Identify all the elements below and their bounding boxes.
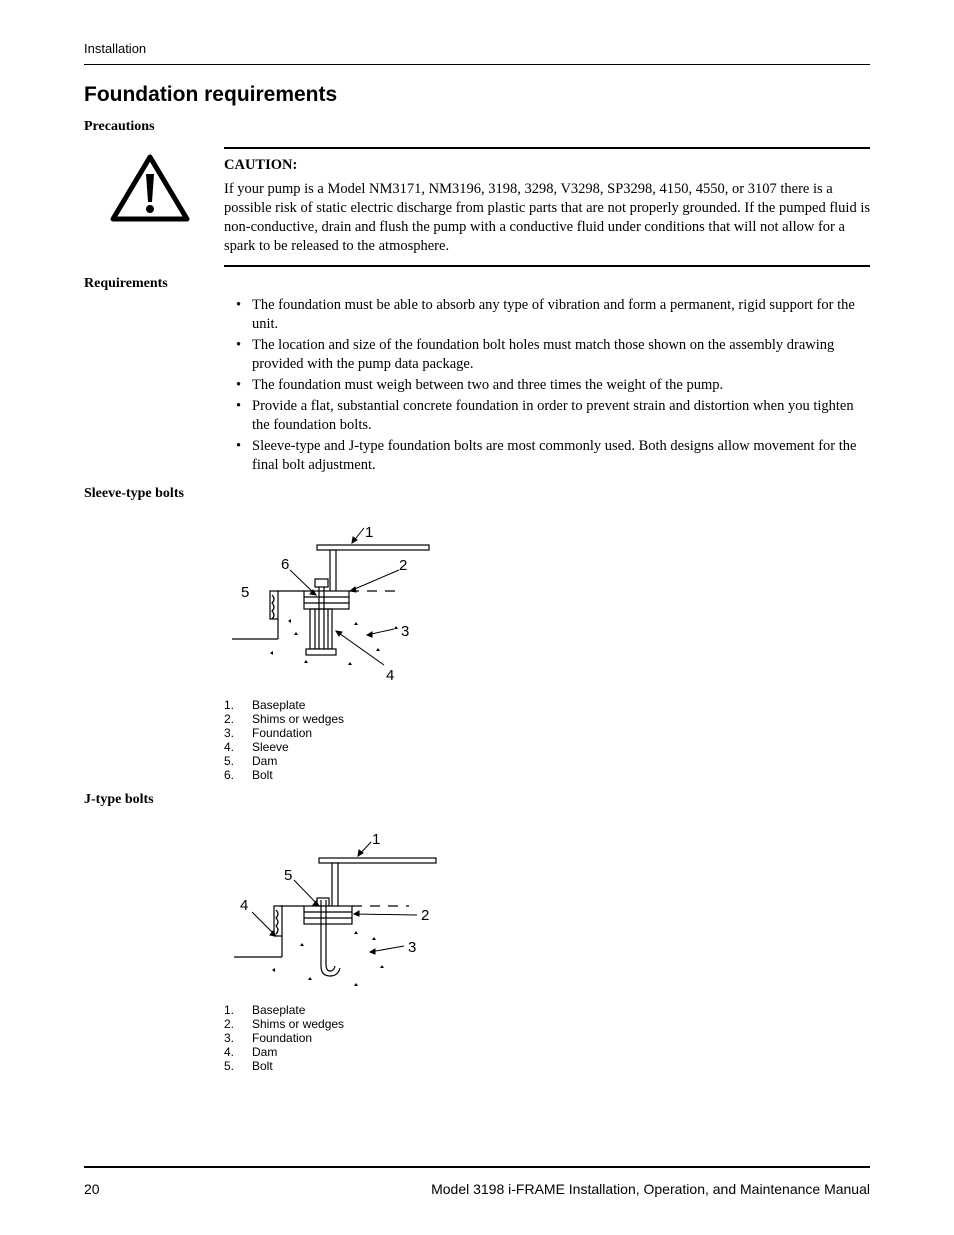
legend-number: 2. [224,712,235,726]
callout-3: 3 [401,623,410,640]
list-item-text: The foundation must weigh between two and three times the weight of the pump. [252,377,724,393]
list-item [236,296,870,334]
caution-top-rule [224,147,870,149]
legend-label: Dam [252,1045,278,1059]
callout-2: 2 [399,557,408,574]
legend-label: Shims or wedges [252,712,345,726]
bullet-mark: • [236,377,242,393]
callout-4: 4 [386,667,395,684]
callout-2: 2 [421,907,430,924]
legend-number: 4. [224,1045,235,1059]
list-item [224,698,344,712]
legend-label: Dam [252,754,278,768]
legend-label: Shims or wedges [252,1017,345,1031]
list-item [236,336,870,374]
caution-bottom-rule [224,265,870,267]
list-item [224,754,344,768]
legend-number: 1. [224,1003,235,1017]
bullet-mark: • [236,438,242,454]
bullet-mark: • [236,297,242,313]
legend-label: Sleeve [252,740,289,754]
bullet-mark: • [236,398,242,414]
list-item [224,1031,344,1045]
callout-5: 5 [284,867,293,884]
list-item [224,1059,344,1073]
sleeve-bolts-heading: Sleeve-type bolts [84,486,184,501]
j-bolt-diagram [224,828,454,993]
list-item [224,740,344,754]
callout-5: 5 [241,584,250,601]
legend-number: 6. [224,768,235,782]
manual-title: Model 3198 i-FRAME Installation, Operation, and Maintenance Manual [431,1181,870,1197]
list-item-text: Provide a flat, substantial concrete foundation in order to prevent strain and distortion when you tighten the foundation bolts. [252,398,854,433]
list-item [236,437,870,475]
legend-label: Bolt [252,1059,273,1073]
caution-text: If your pump is a Model NM3171, NM3196, 3198, 3298, V3298, SP3298, 4150, 4550, or 3107 there is a possible risk of static electric discharge from plastic parts that are not properly grounded. If the pumped fluid is non-conductive, drain and flush the pump with a conductive fluid under conditions that will not allow for a spark to be released to the atmosphere. [224,181,871,254]
legend-label: Foundation [252,1031,313,1045]
requirements-list [236,296,870,477]
list-item [224,712,344,726]
list-item [236,376,870,395]
requirements-heading: Requirements [84,276,168,291]
list-item-text: The foundation must be able to absorb any type of vibration and form a permanent, rigid support for the unit. [252,297,855,332]
callout-1: 1 [365,524,374,541]
running-header: Installation [84,41,147,56]
legend-label: Baseplate [252,1003,306,1017]
legend-number: 3. [224,726,235,740]
list-item [224,768,344,782]
legend-number: 5. [224,1059,235,1073]
list-item [236,397,870,435]
list-item [224,1017,344,1031]
legend-number: 3. [224,1031,235,1045]
precautions-heading: Precautions [84,119,155,134]
callout-1: 1 [372,831,381,848]
list-item [224,1045,344,1059]
list-item-text: The location and size of the foundation bolt holes must match those shown on the assembly drawing provided with the pump data package. [252,337,835,372]
page-title: Foundation requirements [84,83,338,106]
sleeve-bolt-diagram [224,515,444,685]
legend-label: Bolt [252,768,273,782]
sleeve-bolts-legend [224,698,344,782]
footer-divider [84,1166,870,1168]
caution-label: CAUTION: [224,157,298,173]
warning-triangle-icon [110,154,190,222]
j-bolts-legend [224,1003,344,1073]
legend-number: 5. [224,754,235,768]
page-number: 20 [84,1181,100,1197]
callout-4: 4 [240,897,249,914]
list-item [224,726,344,740]
legend-number: 1. [224,698,235,712]
callout-6: 6 [281,556,290,573]
header-divider [84,64,870,65]
legend-number: 4. [224,740,235,754]
callout-3: 3 [408,939,417,956]
list-item-text: Sleeve-type and J-type foundation bolts are most commonly used. Both designs allow movement for the final bolt adjustment. [252,438,857,473]
legend-label: Baseplate [252,698,306,712]
legend-label: Foundation [252,726,313,740]
j-bolts-heading: J-type bolts [84,792,154,807]
legend-number: 2. [224,1017,235,1031]
list-item [224,1003,344,1017]
bullet-mark: • [236,337,242,353]
